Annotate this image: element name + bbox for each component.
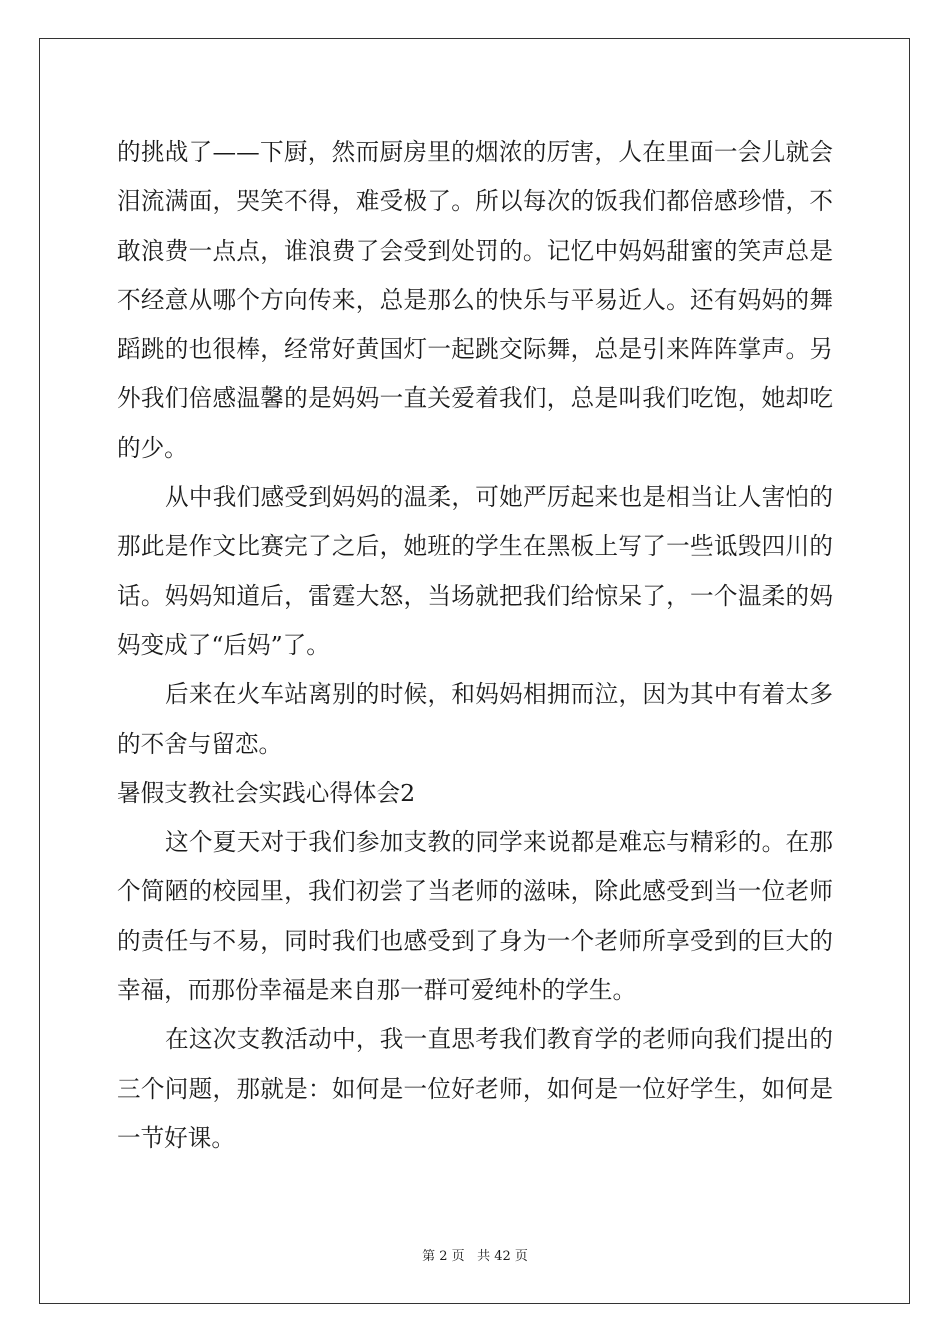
text-line: 泪流满面，哭笑不得，难受极了。所以每次的饭我们都倍感珍惜，不 (117, 187, 833, 216)
text-line: 三个问题，那就是：如何是一位好老师，如何是一位好学生，如何是 (117, 1074, 833, 1103)
text-line: 话。妈妈知道后，雷霆大怒，当场就把我们给惊呆了，一个温柔的妈 (117, 581, 833, 610)
page-number: 第 2 页 (422, 1249, 465, 1264)
text-line: 的挑战了——下厨，然而厨房里的烟浓的厉害，人在里面一会儿就会 (117, 138, 833, 166)
text-line: 妈变成了“后妈”了。 (117, 630, 330, 659)
text-line: 外我们倍感温馨的是妈妈一直关爱着我们，总是叫我们吃饱，她却吃 (117, 384, 833, 413)
section-heading: 暑假支教社会实践心得体会2 (117, 778, 416, 807)
paragraph-start-line: 在这次支教活动中，我一直思考我们教育学的老师向我们提出的 (165, 1025, 833, 1054)
text-line: 的少。 (117, 433, 188, 462)
paragraph-start-line: 从中我们感受到妈妈的温柔，可她严厉起来也是相当让人害怕的 (165, 483, 833, 512)
text-line: 不经意从哪个方向传来，总是那么的快乐与平易近人。还有妈妈的舞 (117, 285, 833, 314)
text-line: 敢浪费一点点，谁浪费了会受到处罚的。记忆中妈妈甜蜜的笑声总是 (117, 236, 833, 265)
paragraph-start-line: 后来在火车站离别的时候，和妈妈相拥而泣，因为其中有着太多 (165, 680, 833, 709)
text-line: 蹈跳的也很棒，经常好黄国灯一起跳交际舞，总是引来阵阵掌声。另 (117, 335, 833, 364)
paragraph-start-line: 这个夏天对于我们参加支教的同学来说都是难忘与精彩的。在那 (165, 828, 833, 857)
text-line: 幸福，而那份幸福是来自那一群可爱纯朴的学生。 (117, 976, 637, 1005)
text-line: 的不舍与留恋。 (117, 729, 283, 758)
text-line: 那此是作文比赛完了之后，她班的学生在黑板上写了一些诋毁四川的 (117, 532, 833, 561)
document-body (117, 128, 833, 1163)
text-line: 的责任与不易，同时我们也感受到了身为一个老师所享受到的巨大的 (117, 926, 833, 955)
total-pages: 共 42 页 (477, 1249, 528, 1264)
text-line: 个简陋的校园里，我们初尝了当老师的滋味，除此感受到当一位老师 (117, 877, 833, 906)
text-line: 一节好课。 (117, 1123, 235, 1152)
page-footer (0, 1245, 950, 1264)
